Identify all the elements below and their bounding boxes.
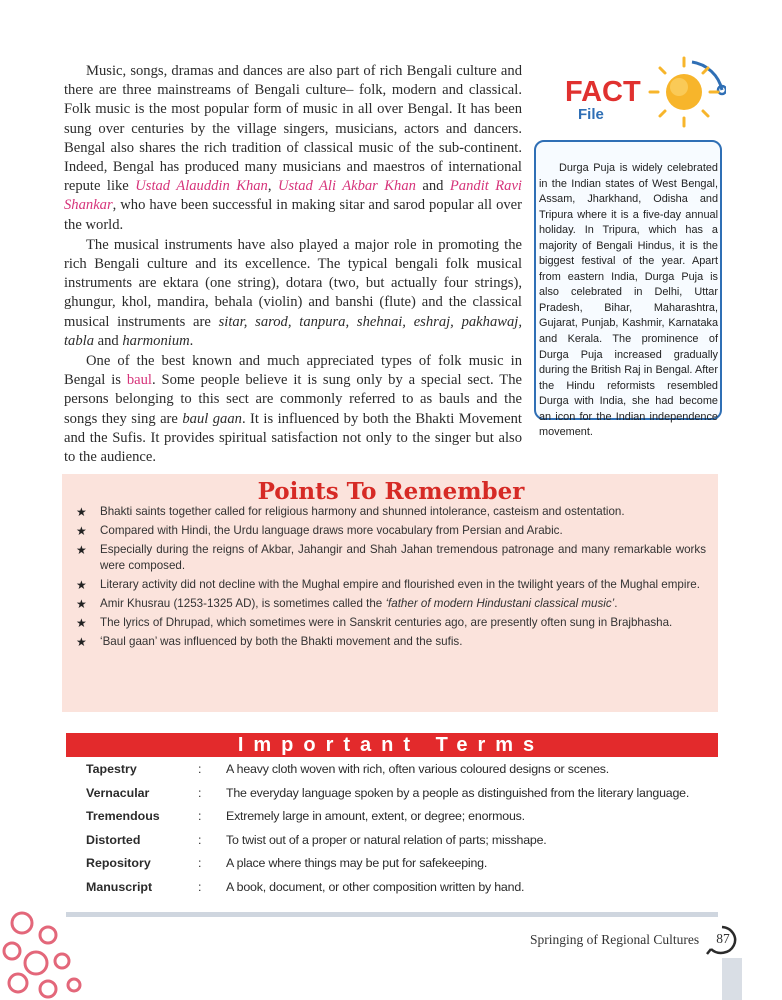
- star-icon: ★: [76, 505, 87, 519]
- main-text: [64, 62, 522, 467]
- term-name: Manuscript: [86, 879, 153, 894]
- star-icon: ★: [76, 543, 87, 557]
- term-definition: Extremely large in amount, extent, or degree; enormous.: [226, 809, 525, 824]
- star-icon: ★: [76, 635, 87, 649]
- paragraph-music: Music, songs, dramas and dances are also part of rich Bengali culture and there are three mainstreams of Bengali culture– folk, modern and classical. Folk music is the most popular form of music in all over Bengal. It has been sung over centuries by the village singers, musicians, actors and dancers. Bengal also shares the rich tradition of classical music of the sub-continent. Indeed, Bengal has produced many musicians and maestros of international repute like Ustad Alauddin Khan, Ustad Ali Akbar Khan and Pandit Ravi Shankar, who have been successful in making sitar and sarod popular all over the world.: [64, 63, 522, 233]
- list-item: ★ Literary activity did not decline with the Mughal empire and flourished even in the twilight years of the Mughal empire.: [76, 578, 700, 592]
- musician-name: Ustad Ali Akbar Khan: [277, 178, 416, 195]
- term-definition: A book, document, or other composition written by hand.: [226, 879, 525, 894]
- star-icon: ★: [76, 616, 87, 630]
- bubbles-decoration-icon: [0, 905, 90, 1000]
- fact-text: Durga Puja is widely celebrated in the Indian states of West Bengal, Assam, Jharkhand, Odisha and Tripura where it is a five-day annual holiday. In Tripura, which has a majority of Bengali Hindus, it is the biggest festival of the year. Apart from eastern India, Durga Puja is also celebrated in Delhi, Uttar Pradesh, Bihar, Maharashtra, Gujarat, Punjab, Kashmir, Karnataka and Kerala. The prominence of Durga Puja increased gradually during the British Raj in Bengal. After the Hindu reformists resembled Durga with India, she had become an icon for the Indian independence movement.: [539, 162, 718, 439]
- term-definition: The everyday language spoken by a people as distinguished from the literary language.: [226, 785, 690, 800]
- term-row: Repository : A place where things may be put for safekeeping.: [86, 856, 488, 871]
- terms-list: [86, 762, 716, 904]
- term-name: Tapestry: [86, 762, 137, 776]
- star-icon: ★: [76, 597, 87, 611]
- star-icon: ★: [76, 524, 87, 538]
- term-row: Tapestry : A heavy cloth woven with rich, often various coloured designs or scenes.: [86, 762, 610, 776]
- musician-name: Ustad Alauddin Khan: [135, 178, 268, 195]
- chapter-title: Springing of Regional Cultures: [530, 932, 700, 947]
- side-strip: [722, 958, 742, 1000]
- paragraph-instruments: The musical instruments have also played a major role in promoting the rich Bengali culture and its excellence. The typical bengali folk musical instruments are ektara (one string), dotara (two, but actually four strings), ghungur, khol, mandira, behala (violin) and banshi (flute) and the classical musical instruments are sitar, sarod, tanpura, shehnai, eshraj, pakhawaj, tabla and harmonium.: [64, 236, 522, 349]
- list-item: ★ ‘Baul gaan’ was influenced by both the Bhakti movement and the sufis.: [76, 635, 463, 649]
- fact-title: FACT: [565, 76, 641, 108]
- term-row: Tremendous : Extremely large in amount, extent, or degree; enormous.: [86, 809, 525, 824]
- baul-term: baul: [126, 372, 152, 389]
- term-name: Tremendous: [86, 809, 160, 824]
- term-name: Vernacular: [86, 785, 150, 800]
- page-number: 87: [716, 931, 730, 946]
- term-row: Vernacular : The everyday language spoken by a people as distinguished from the literary language.: [86, 785, 690, 800]
- list-item: ★ The lyrics of Dhrupad, which sometimes were in Sanskrit centuries ago, are presently often sung in Brajbhasha.: [76, 616, 673, 630]
- terms-divider: [66, 912, 718, 917]
- term-row: Distorted : To twist out of a proper or natural relation of parts; misshape.: [86, 832, 547, 847]
- points-list: [76, 504, 706, 653]
- term-name: Distorted: [86, 832, 141, 847]
- term-definition: A heavy cloth woven with rich, often various coloured designs or scenes.: [226, 762, 610, 776]
- paragraph-baul: One of the best known and much appreciated types of folk music in Bengal is baul. Some people believe it is sung only by a special sect. The persons belonging to this sect are commonly referred to as bauls and the songs they sing are baul gaan. It is influenced by both the Bhakti Movement and the Sufis. It provides spiritual satisfaction not only to the singer but also to the audience.: [64, 353, 522, 466]
- list-item: ★ Bhakti saints together called for religious harmony and shunned intolerance, casteism and ostentation.: [76, 505, 625, 519]
- star-icon: ★: [76, 578, 87, 592]
- list-item: ★ Amir Khusrau (1253-1325 AD), is sometimes called the ‘father of modern Hindustani classical music’.: [76, 597, 618, 611]
- term-name: Repository: [86, 856, 151, 871]
- sun-icon: [634, 50, 726, 142]
- musician-name: Pandit Ravi Shankar: [64, 178, 522, 214]
- terms-title: Important Terms: [237, 734, 545, 756]
- points-to-remember-box: [62, 474, 718, 712]
- term-definition: A place where things may be put for safekeeping.: [226, 856, 488, 871]
- list-item: ★ Compared with Hindi, the Urdu language draws more vocabulary from Persian and Arabic.: [76, 524, 563, 538]
- points-title: Points To Remember: [257, 478, 525, 505]
- term-row: Manuscript : A book, document, or other composition written by hand.: [86, 879, 525, 894]
- fact-subtitle: File: [578, 106, 604, 123]
- term-definition: To twist out of a proper or natural relation of parts; misshape.: [226, 832, 547, 847]
- list-item: ★ Especially during the reigns of Akbar, Jahangir and Shah Jahan tremendous patronage and many remarkable works were composed.: [76, 543, 706, 572]
